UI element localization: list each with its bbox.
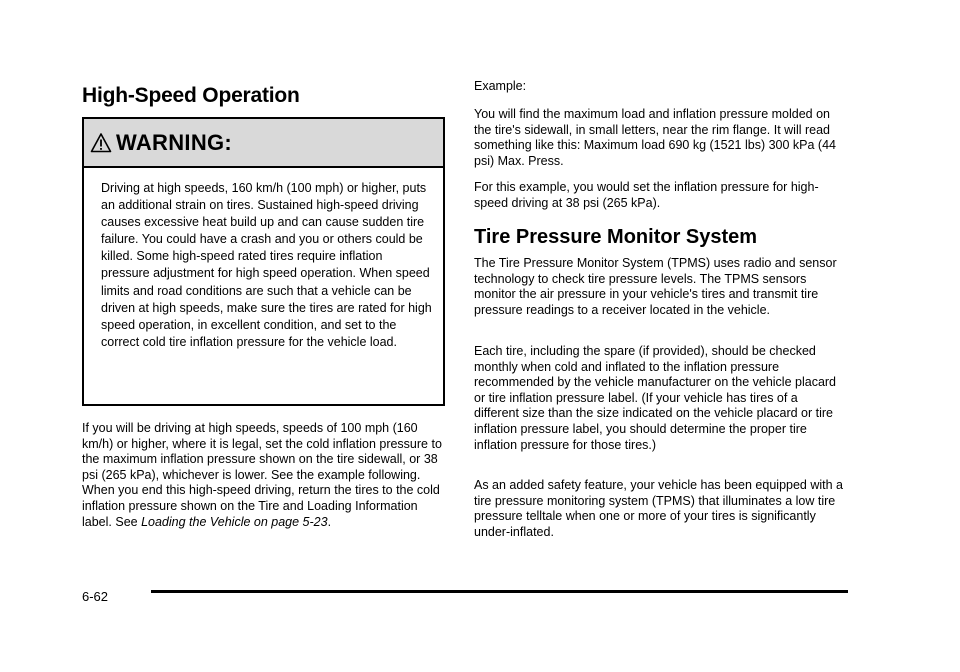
- tpms-paragraph-1: The Tire Pressure Monitor System (TPMS) uses radio and sensor technology to check tire pressure levels. The TPMS sensors monitor the air pressure in your vehicle's tires and transmit tire pressure readings to a receiver located in the vehicle.: [474, 256, 837, 317]
- footer-rule: [151, 590, 848, 593]
- paragraph-end: .: [327, 514, 332, 529]
- section-heading-tpms: Tire Pressure Monitor System: [474, 226, 758, 248]
- warning-header: [84, 119, 443, 168]
- page-number: 6-62: [82, 589, 109, 604]
- warning-title: WARNING:: [116, 129, 233, 155]
- cross-reference-link[interactable]: Loading the Vehicle on page 5‑23: [141, 514, 328, 529]
- example-label: Example:: [474, 79, 527, 93]
- example-paragraph-2: For this example, you would set the inflation pressure for high-speed driving at 38 psi (265 kPa).: [474, 180, 819, 210]
- warning-box: [82, 117, 445, 406]
- section-heading-high-speed: High-Speed Operation: [82, 84, 300, 107]
- high-speed-paragraph: [82, 421, 448, 530]
- warning-triangle-icon: [90, 132, 112, 154]
- tpms-paragraph-2: Each tire, including the spare (if provided), should be checked monthly when cold and inflated to the inflation pressure recommended by the vehicle manufacturer on the vehicle placard or tire inflation pressure label. (If your vehicle has tires of a different size than the size indicated on the vehicle placard or tire inflation pressure label, you should determine the proper tire inflation pressure for those tires.): [474, 344, 837, 452]
- high-speed-paragraph-text: If you will be driving at high speeds, speeds of 100 mph (160 km/h) or higher, where it is legal, set the cold inflation pressure to the maximum inflation pressure shown on the tire sidewall, or 38 psi (265 kPa), whichever is lower. See the example following. When you end this high-speed driving, return the tires to the cold inflation pressure shown on the Tire and Loading Information label. See: [82, 421, 442, 529]
- example-paragraph-1: You will find the maximum load and inflation pressure molded on the tire's sidewall, in small letters, near the rim flange. It will read something like this: Maximum load 690 kg (1521 lbs) 300 kPa (44 psi) Max. Press.: [474, 107, 836, 168]
- tpms-paragraph-3: As an added safety feature, your vehicle has been equipped with a tire pressure monitoring system (TPMS) that illuminates a low tire pressure telltale when one or more of your tires is significantly under-inflated.: [474, 478, 844, 539]
- warning-text: Driving at high speeds, 160 km/h (100 mph) or higher, puts an additional strain on tires. Sustained high-speed driving causes excessive heat build up and can cause sudden tire failure. You could have a crash and you or others could be killed. Some high-speed rated tires require inflation pressure adjustment for high speed operation. When speed limits and road conditions are such that a vehicle can be driven at high speeds, make sure the tires are rated for high speed operation, in excellent condition, and set to the correct cold tire inflation pressure for the vehicle load.: [101, 181, 432, 349]
